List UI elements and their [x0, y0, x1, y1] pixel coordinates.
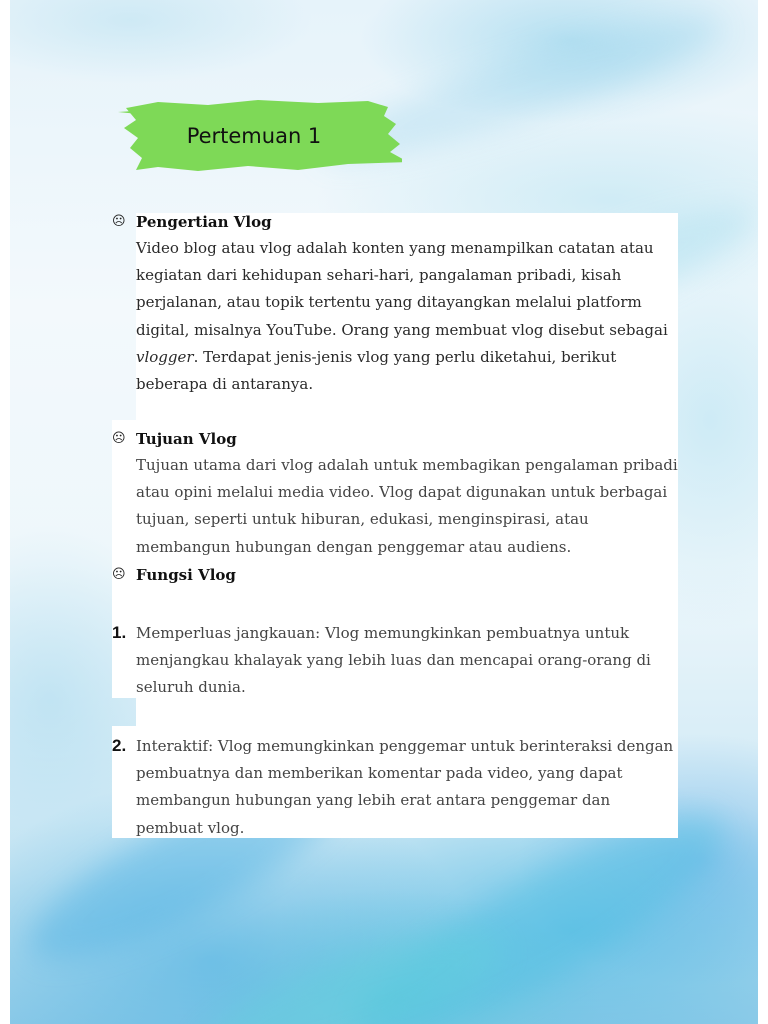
list-item: Memperluas jangkauan: Vlog memungkinkan pembuatnya untuk menjangkau khalayak yang lebih luas dan mencapai orang-orang di seluruh dunia. — [136, 624, 651, 697]
list-number: 1. — [112, 623, 127, 642]
section-heading: Fungsi Vlog — [136, 566, 236, 584]
list-item: Interaktif: Vlog memungkinkan penggemar untuk berinteraksi dengan pembuatnya dan memberikan komentar pada video, yang dapat membangun hubungan yang lebih erat antara penggemar dan pembuat vlog. — [136, 737, 674, 837]
smiley-icon: ☹ — [112, 214, 126, 229]
section-heading: Pengertian Vlog — [136, 213, 272, 231]
page-title: Pertemuan 1 — [186, 124, 322, 148]
section-body — [136, 235, 681, 398]
list-number: 2. — [112, 736, 127, 755]
watercolor-page — [10, 0, 758, 1024]
content-panel — [136, 698, 678, 728]
smiley-icon: ☹ — [112, 567, 126, 582]
section-body-italic: vlogger — [136, 347, 194, 366]
section-heading: Tujuan Vlog — [136, 430, 237, 448]
smiley-icon: ☹ — [112, 431, 126, 446]
section-body-text: . Terdapat jenis-jenis vlog yang perlu diketahui, berikut beberapa di antaranya. — [136, 347, 617, 394]
section-body: Tujuan utama dari vlog adalah untuk membagikan pengalaman pribadi atau opini melalui media video. Vlog dapat digunakan untuk berbagai tujuan, seperti untuk hiburan, edukasi, menginspirasi, atau membangun hubungan dengan penggemar atau audiens. — [136, 456, 678, 556]
section-body-text: Video blog atau vlog adalah konten yang menampilkan catatan atau kegiatan dari kehidupan sehari-hari, pangalaman pribadi, kisah perjalanan, atau topik tertentu yang ditayangkan melalui platform digital, misalnya YouTube. Orang yang membuat vlog disebut sebagai — [136, 239, 668, 339]
